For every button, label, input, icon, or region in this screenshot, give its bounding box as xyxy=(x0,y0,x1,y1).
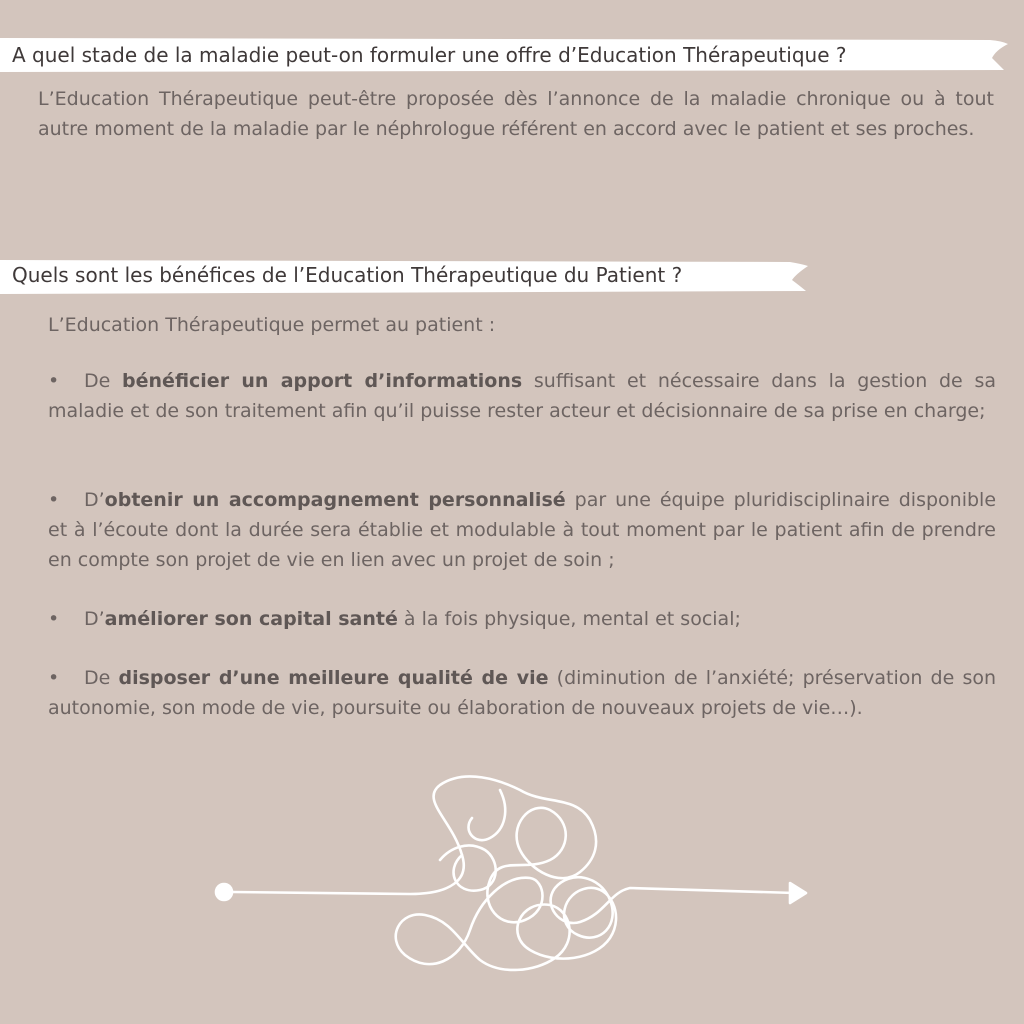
benefit-highlight: disposer d’une meilleure qualité de vie xyxy=(118,667,549,689)
benefit-highlight: améliorer son capital santé xyxy=(104,608,398,630)
section-1-body: L’Education Thérapeutique peut-être proposée dès l’annonce de la maladie chronique ou à tout autre moment de la maladie par le néphrologue référent en accord avec le patient et ses proches. xyxy=(38,88,994,140)
benefit-prefix: De xyxy=(84,370,123,392)
benefit-prefix: D’ xyxy=(84,489,105,511)
tangled-arrow-icon xyxy=(200,760,820,994)
section-1-heading: A quel stade de la maladie peut-on formuler une offre d’Education Thérapeutique ? xyxy=(12,43,847,67)
benefit-item xyxy=(48,663,996,723)
benefit-prefix: D’ xyxy=(84,608,105,630)
section-2-intro: L’Education Thérapeutique permet au patient : xyxy=(48,314,496,336)
benefit-highlight: bénéficier un apport d’informations xyxy=(122,370,523,392)
section-1-heading-banner xyxy=(0,36,1010,74)
benefit-text: à la fois physique, mental et social; xyxy=(397,608,741,630)
benefit-item xyxy=(48,366,996,426)
benefit-item xyxy=(48,604,996,634)
benefit-text: (diminution de l’anxiété; préservation de son autonomie, son mode de vie, poursuite ou élaboration de nouveaux projets de vie…). xyxy=(48,667,997,719)
section-2-heading: Quels sont les bénéfices de l’Education Thérapeutique du Patient ? xyxy=(12,263,683,287)
tangled-line-illustration xyxy=(200,760,820,990)
benefit-text: par une équipe pluridisciplinaire disponible et à l’écoute dont la durée sera établie et modulable à tout moment par le patient afin de prendre en compte son projet de vie en lien avec un projet de soin ; xyxy=(48,489,997,571)
bullet-icon: • xyxy=(48,489,60,511)
benefit-text: suffisant et nécessaire dans la gestion de sa maladie et de son traitement afin qu’il puisse rester acteur et décisionnaire de sa prise en charge; xyxy=(48,370,997,422)
benefit-item xyxy=(48,485,996,575)
bullet-icon: • xyxy=(48,370,60,392)
benefit-highlight: obtenir un accompagnement personnalisé xyxy=(104,489,566,511)
bullet-icon: • xyxy=(48,667,60,689)
section-2-heading-banner xyxy=(0,258,810,296)
benefit-prefix: De xyxy=(84,667,119,689)
bullet-icon: • xyxy=(48,608,60,630)
